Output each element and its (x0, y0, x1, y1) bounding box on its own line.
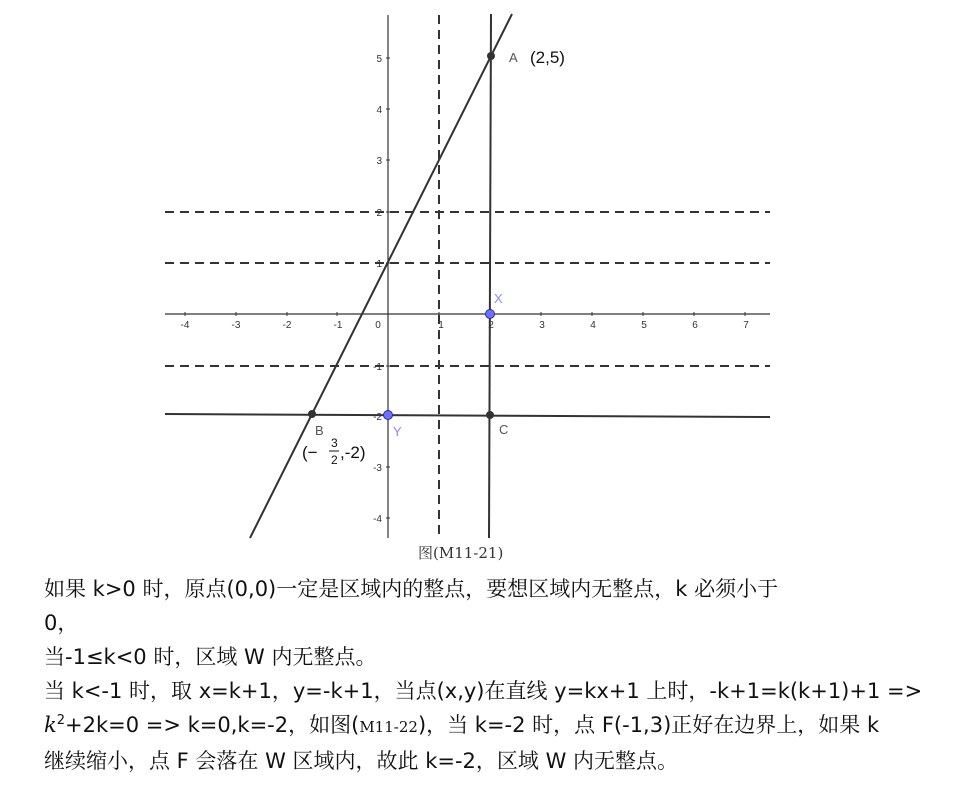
paragraph-3-line-2-a: +2k=0 => k=0,k=-2，如图( (65, 713, 360, 737)
point-a-label: A (509, 50, 518, 65)
point-labels (302, 48, 565, 467)
point-b-frac-den: 2 (331, 453, 338, 467)
x-tick-label: 4 (590, 320, 596, 331)
paragraph-3-line-3: 继续缩小，点 F 会落在 W 区域内，故此 k=-2，区域 W 内无整点。 (44, 749, 679, 773)
point-b-coord-prefix: (− (302, 443, 318, 462)
x-tick-label: 7 (743, 320, 749, 331)
paragraph-3-line-2 (44, 708, 944, 744)
point-b-frac-num: 3 (331, 436, 338, 450)
point-a (487, 52, 495, 60)
y-tick-label: 5 (376, 54, 382, 65)
tick-marks (185, 58, 745, 518)
point-b-coord-suffix: ,-2) (340, 443, 366, 462)
point-a-coord: (2,5) (530, 48, 565, 67)
paragraph-1-line-1: 如果 k>0 时，原点(0,0)一定是区域内的整点，要想区域内无整点，k 必须小于 (44, 577, 779, 601)
y-tick-label: 3 (376, 156, 382, 167)
point-b-label: B (315, 423, 324, 438)
figure-reference: M11-22 (359, 718, 418, 736)
y-tick-label: 4 (376, 105, 382, 116)
point-x-label: X (494, 291, 503, 306)
line-y-equals-3x-plus-1 (250, 14, 512, 538)
x-tick-label: 6 (692, 320, 698, 331)
point-c (486, 411, 494, 419)
x-tick-label: -1 (333, 320, 343, 331)
k-variable: k (44, 713, 57, 737)
paragraph-1-line-2: 0， (44, 611, 79, 635)
x-tick-label: 3 (539, 320, 545, 331)
point-y-label: Y (393, 424, 402, 439)
paragraph-2: 当-1≤k<0 时，区域 W 内无整点。 (44, 645, 377, 669)
x-tick-label: -2 (282, 320, 292, 331)
solution-text (44, 572, 944, 778)
x-tick-label: 0 (375, 320, 381, 331)
x-tick-labels (181, 320, 750, 331)
point-c-label: C (499, 422, 509, 437)
paragraph-3-line-2-b: )，当 k=-2 时，点 F(-1,3)正好在边界上，如果 k (417, 713, 880, 737)
point-b (308, 410, 316, 418)
x-tick-label: 1 (438, 320, 444, 331)
x-tick-label: 5 (641, 320, 647, 331)
dashed-lines (165, 15, 770, 538)
x-tick-label: -3 (231, 320, 241, 331)
paragraph-3-line-1: 当 k<-1 时，取 x=k+1，y=-k+1，当点(x,y)在直线 y=kx+1 上时，-k+1=k(k+1)+1 => (44, 679, 923, 703)
y-tick-label: 2 (376, 208, 382, 219)
line-y-equals-minus-2 (165, 414, 770, 417)
y-tick-label: -2 (373, 412, 382, 423)
y-tick-label: -3 (373, 463, 382, 474)
x-tick-label: 2 (488, 320, 494, 331)
solid-lines (165, 14, 770, 538)
y-tick-label: -4 (373, 514, 382, 525)
y-tick-label: 1 (376, 259, 382, 270)
x-tick-label: -4 (180, 320, 190, 331)
point-x (486, 310, 495, 319)
y-tick-label: -1 (373, 362, 382, 373)
exponent: 2 (56, 713, 66, 728)
axes (165, 15, 770, 538)
point-y (384, 411, 393, 420)
line-x-equals-2 (489, 14, 491, 538)
figure-caption: 图(M11-21) (418, 544, 504, 562)
